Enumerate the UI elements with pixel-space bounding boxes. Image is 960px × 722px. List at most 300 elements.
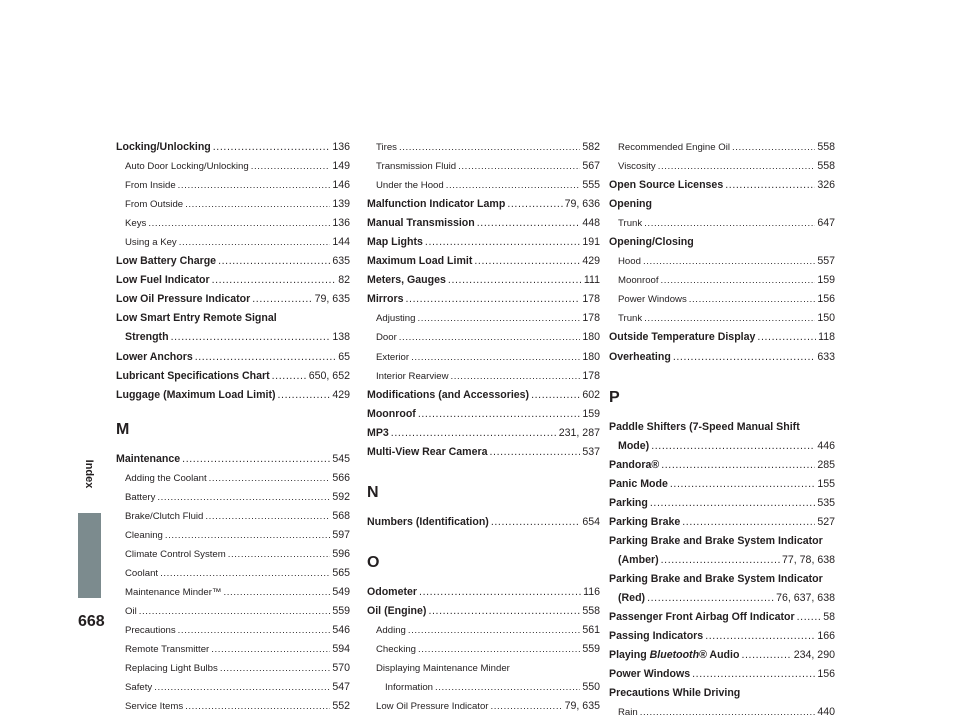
- entry-pages[interactable]: 558: [817, 160, 835, 173]
- leader-dots: [160, 564, 330, 583]
- entry-name: Numbers (Identification): [367, 515, 489, 528]
- index-entry[interactable]: [367, 697, 600, 716]
- index-entry[interactable]: [116, 195, 350, 214]
- entry-name: Keys: [125, 218, 147, 230]
- entry-pages[interactable]: 159: [582, 407, 600, 420]
- entry-name: Low Oil Pressure Indicator: [116, 293, 251, 306]
- index-entry[interactable]: [609, 494, 835, 513]
- index-entry[interactable]: [116, 659, 350, 678]
- leader-dots: [418, 405, 580, 424]
- section-letter-p: P: [609, 388, 620, 406]
- leader-dots: [531, 386, 580, 405]
- index-entry[interactable]: [609, 608, 835, 627]
- entry-name: Pandora®: [609, 458, 660, 471]
- index-column-1: [116, 138, 350, 716]
- entry-pages[interactable]: 82: [338, 274, 350, 287]
- index-entry[interactable]: [609, 513, 835, 532]
- leader-dots: [435, 678, 580, 697]
- entry-name: Brake/Clutch Fluid: [125, 510, 204, 522]
- leader-dots: [640, 703, 816, 722]
- index-entry[interactable]: [116, 564, 350, 583]
- index-entry[interactable]: [609, 214, 835, 233]
- entry-name: Maintenance Minder™: [125, 586, 222, 598]
- entry-name: Battery: [125, 491, 156, 503]
- leader-dots: [218, 252, 330, 271]
- index-entry[interactable]: [367, 290, 600, 309]
- leader-dots: [647, 589, 774, 608]
- index-entry[interactable]: [116, 621, 350, 640]
- col2-o-entries-after: [367, 697, 600, 716]
- entry-pages[interactable]: 76, 637, 638: [776, 591, 835, 604]
- index-entry[interactable]: [116, 386, 350, 405]
- index-entry[interactable]: [116, 602, 350, 621]
- leader-dots: [644, 309, 815, 328]
- index-entry-opening[interactable]: Opening: [609, 198, 652, 211]
- index-entry[interactable]: [609, 138, 835, 157]
- leader-dots: [178, 621, 331, 640]
- entry-name: Manual Transmission: [367, 217, 475, 230]
- entry-pages[interactable]: 136: [332, 141, 350, 153]
- index-entry-red[interactable]: [609, 589, 835, 608]
- leader-dots: [165, 526, 330, 545]
- index-entry[interactable]: [609, 309, 835, 328]
- leader-dots: [391, 424, 557, 443]
- entry-pages[interactable]: 592: [332, 490, 350, 503]
- entry-name: Precautions: [125, 625, 176, 637]
- entry-name: Transmission Fluid: [376, 161, 457, 173]
- entry-name: Open Source Licenses: [609, 179, 724, 192]
- leader-dots: [658, 157, 816, 176]
- entry-name: Door: [376, 332, 397, 344]
- entry-name: Low Fuel Indicator: [116, 274, 210, 287]
- leader-dots: [195, 348, 336, 367]
- index-entry[interactable]: [116, 678, 350, 697]
- entry-pages[interactable]: 180: [582, 350, 600, 363]
- index-entry[interactable]: [609, 252, 835, 271]
- entry-name: Adjusting: [376, 313, 416, 325]
- index-entry[interactable]: [116, 157, 350, 176]
- entry-pages[interactable]: 79, 635: [314, 293, 350, 306]
- col3-p-entries-after: [609, 608, 835, 684]
- leader-dots: [661, 456, 815, 475]
- entry-name: Luggage (Maximum Load Limit): [116, 388, 276, 401]
- bluetooth-italic: Bluetooth: [649, 649, 700, 662]
- entry-name: Hood: [618, 256, 641, 268]
- index-entry-displaying-line1[interactable]: Displaying Maintenance Minder: [376, 663, 510, 675]
- index-entry-amber-line1[interactable]: Parking Brake and Brake System Indicator: [609, 534, 823, 547]
- entry-name: Auto Door Locking/Unlocking: [125, 161, 249, 173]
- index-column-2: [367, 138, 600, 716]
- index-entry[interactable]: [116, 271, 350, 290]
- entry-pages[interactable]: 144: [332, 236, 350, 249]
- entry-pages[interactable]: 149: [332, 160, 350, 173]
- entry-pages[interactable]: 527: [817, 515, 835, 528]
- entry-pages[interactable]: 549: [332, 585, 350, 598]
- entry-pages[interactable]: 231, 287: [558, 426, 600, 439]
- entry-pages[interactable]: 116: [583, 585, 600, 598]
- leader-dots: [154, 678, 330, 697]
- entry-pages[interactable]: 557: [817, 255, 835, 268]
- leader-dots: [673, 348, 815, 367]
- entry-pages[interactable]: 146: [332, 179, 350, 192]
- col2-o-entries: [367, 583, 600, 659]
- entry-pages[interactable]: 547: [332, 681, 350, 694]
- entry-name: Information: [385, 682, 433, 694]
- index-entry[interactable]: [367, 214, 600, 233]
- side-tab-marker: [78, 513, 101, 598]
- entry-pages[interactable]: 545: [332, 452, 350, 465]
- entry-pages[interactable]: 111: [583, 274, 600, 287]
- entry-pages[interactable]: 567: [582, 160, 600, 173]
- index-entry[interactable]: [116, 252, 350, 271]
- index-entry[interactable]: [367, 309, 600, 328]
- entry-name: Recommended Engine Oil: [618, 142, 730, 153]
- leader-dots: [220, 659, 331, 678]
- entry-name: Modifications (and Accessories): [367, 388, 530, 401]
- leader-dots: [209, 469, 331, 488]
- entry-pages[interactable]: 79, 636: [564, 198, 600, 211]
- entry-name: Passing Indicators: [609, 630, 704, 643]
- entry-name: Service Items: [125, 701, 184, 713]
- entry-pages[interactable]: 559: [332, 605, 350, 618]
- col2-entries: [367, 138, 600, 462]
- entry-pages[interactable]: 155: [817, 477, 835, 490]
- index-entry[interactable]: [116, 176, 350, 195]
- index-entry[interactable]: [609, 703, 835, 722]
- leader-dots: [417, 309, 580, 328]
- leader-dots: [251, 157, 331, 176]
- entry-name: Tires: [376, 142, 397, 153]
- index-entry[interactable]: [609, 176, 835, 195]
- col1-m-entries: [116, 450, 350, 717]
- entry-name: Malfunction Indicator Lamp: [367, 198, 506, 211]
- entry-pages[interactable]: 440: [817, 706, 835, 719]
- entry-pages[interactable]: 552: [332, 700, 350, 713]
- entry-name: (Amber): [618, 553, 659, 566]
- leader-dots: [477, 214, 581, 233]
- leader-dots: [428, 602, 580, 621]
- entry-name: Using a Key: [125, 237, 177, 249]
- index-entry[interactable]: [116, 469, 350, 488]
- entry-pages[interactable]: 633: [817, 350, 835, 363]
- leader-dots: [732, 138, 815, 157]
- entry-pages[interactable]: 118: [818, 331, 835, 344]
- index-entry[interactable]: [367, 367, 600, 386]
- entry-pages[interactable]: 326: [817, 179, 835, 192]
- index-entry[interactable]: [116, 233, 350, 252]
- entry-pages[interactable]: 65: [338, 350, 350, 363]
- col3-p-entries: [609, 456, 835, 532]
- col3-opening-closing-entries: [609, 252, 835, 366]
- entry-name: Maintenance: [116, 452, 181, 465]
- entry-name: Mirrors: [367, 293, 404, 306]
- index-entry[interactable]: [609, 157, 835, 176]
- index-entry-precautions[interactable]: Precautions While Driving: [609, 687, 741, 700]
- index-entry-red-line1[interactable]: Parking Brake and Brake System Indicator: [609, 572, 823, 585]
- entry-name: Remote Transmitter: [125, 644, 210, 656]
- entry-pages[interactable]: 537: [582, 445, 600, 458]
- entry-name: Playing Bluetooth® Audio: [609, 649, 740, 662]
- index-entry[interactable]: [116, 507, 350, 526]
- entry-name: Outside Temperature Display: [609, 331, 756, 344]
- col3-precautions-entries: [609, 703, 835, 722]
- index-entry[interactable]: [116, 138, 350, 157]
- index-entry[interactable]: [116, 640, 350, 659]
- entry-pages[interactable]: 191: [582, 236, 600, 249]
- entry-name: Meters, Gauges: [367, 274, 446, 287]
- entry-pages[interactable]: 550: [582, 681, 600, 694]
- index-entry-paddle[interactable]: [609, 437, 835, 456]
- leader-dots: [228, 545, 331, 564]
- index-entry[interactable]: [367, 640, 600, 659]
- index-entry[interactable]: [609, 271, 835, 290]
- entry-pages[interactable]: 446: [817, 439, 835, 452]
- index-entry[interactable]: [367, 602, 600, 621]
- entry-name: Maximum Load Limit: [367, 255, 473, 268]
- entry-name: Coolant: [125, 567, 159, 579]
- index-entry[interactable]: [116, 450, 350, 469]
- leader-dots: [692, 665, 815, 684]
- index-entry[interactable]: [609, 627, 835, 646]
- entry-pages[interactable]: 546: [332, 624, 350, 637]
- index-column-3: [609, 138, 835, 722]
- leader-dots: [448, 271, 582, 290]
- entry-pages[interactable]: 139: [332, 198, 350, 211]
- leader-dots: [446, 176, 581, 195]
- leader-dots: [205, 507, 330, 526]
- entry-pages[interactable]: 602: [582, 388, 600, 401]
- entry-name: Adding the Coolant: [125, 472, 207, 484]
- entry-pages[interactable]: 178: [582, 312, 600, 325]
- entry-name: Rain: [618, 707, 638, 719]
- entry-pages[interactable]: 566: [332, 471, 350, 484]
- index-entry[interactable]: [116, 545, 350, 564]
- entry-pages[interactable]: 555: [582, 179, 600, 192]
- index-entry-paddle-line1[interactable]: Paddle Shifters (7-Speed Manual Shift: [609, 420, 800, 433]
- col3-opening-entries: [609, 214, 835, 233]
- entry-name: Low Battery Charge: [116, 255, 217, 268]
- entry-pages[interactable]: 234, 290: [793, 649, 835, 662]
- entry-pages[interactable]: 561: [582, 623, 600, 636]
- entry-pages[interactable]: 156: [817, 293, 835, 306]
- leader-dots: [252, 290, 312, 309]
- index-entry-smart-entry[interactable]: [116, 328, 350, 347]
- entry-pages[interactable]: 79, 635: [564, 700, 600, 713]
- entry-name: Replacing Light Bulbs: [125, 663, 218, 675]
- leader-dots: [148, 214, 330, 233]
- entry-pages[interactable]: 597: [332, 528, 350, 541]
- leader-dots: [644, 214, 815, 233]
- col1-entries-after: [116, 348, 350, 405]
- leader-dots: [661, 551, 780, 570]
- index-entry[interactable]: [367, 348, 600, 367]
- index-entry[interactable]: [367, 157, 600, 176]
- index-entry[interactable]: [116, 583, 350, 602]
- entry-name: Adding: [376, 624, 406, 636]
- section-letter-m: M: [116, 420, 130, 438]
- entry-pages[interactable]: 178: [582, 369, 600, 382]
- leader-dots: [418, 640, 580, 659]
- entry-pages[interactable]: 58: [823, 611, 835, 624]
- leader-dots: [643, 252, 815, 271]
- index-entry[interactable]: [609, 665, 835, 684]
- index-entry[interactable]: [367, 138, 600, 157]
- entry-name: Mode): [618, 439, 650, 452]
- leader-dots: [490, 443, 581, 462]
- entry-name: Locking/Unlocking: [116, 141, 211, 153]
- leader-dots: [651, 437, 815, 456]
- index-entry[interactable]: [609, 348, 835, 367]
- index-entry[interactable]: [116, 697, 350, 716]
- index-entry[interactable]: [367, 252, 600, 271]
- index-entry[interactable]: [116, 214, 350, 233]
- entry-name: Cleaning: [125, 529, 163, 541]
- index-entry[interactable]: [609, 290, 835, 309]
- section-letter-n: N: [367, 483, 379, 501]
- index-entry[interactable]: [116, 348, 350, 367]
- entry-name: (Red): [618, 591, 646, 604]
- index-entry[interactable]: [367, 271, 600, 290]
- leader-dots: [171, 328, 331, 347]
- leader-dots: [278, 386, 331, 405]
- entry-name: From Inside: [125, 180, 176, 192]
- entry-pages[interactable]: 156: [817, 668, 835, 681]
- index-entry[interactable]: [609, 475, 835, 494]
- entry-name: Viscosity: [618, 161, 656, 173]
- entry-pages[interactable]: 159: [817, 274, 835, 287]
- entry-name: Map Lights: [367, 236, 423, 249]
- leader-dots: [212, 271, 337, 290]
- leader-dots: [157, 488, 330, 507]
- entry-name: Overheating: [609, 350, 671, 363]
- entry-pages[interactable]: 568: [332, 509, 350, 522]
- entry-pages[interactable]: 565: [332, 566, 350, 579]
- entry-name: MP3: [367, 426, 389, 439]
- leader-dots: [213, 138, 331, 157]
- index-entry[interactable]: [609, 456, 835, 475]
- index-entry[interactable]: [367, 386, 600, 405]
- entry-name: Strength: [125, 331, 169, 344]
- index-entry[interactable]: [116, 526, 350, 545]
- entry-name: Multi-View Rear Camera: [367, 445, 488, 458]
- entry-pages[interactable]: 594: [332, 643, 350, 656]
- entry-pages[interactable]: 650, 652: [308, 369, 350, 382]
- leader-dots: [650, 494, 815, 513]
- entry-name: Passenger Front Airbag Off Indicator: [609, 611, 795, 624]
- entry-name: Interior Rearview: [376, 370, 449, 382]
- leader-dots: [224, 583, 331, 602]
- col3-entries: [609, 138, 835, 195]
- index-entry-smart-entry-line1[interactable]: Low Smart Entry Remote Signal: [116, 312, 277, 325]
- index-entry[interactable]: [367, 424, 600, 443]
- index-entry[interactable]: [116, 367, 350, 386]
- index-entry[interactable]: [116, 290, 350, 309]
- entry-pages[interactable]: 558: [817, 141, 835, 153]
- index-entry-opening-closing[interactable]: Opening/Closing: [609, 236, 694, 249]
- page-number: 668: [78, 613, 105, 630]
- entry-pages[interactable]: 635: [332, 255, 350, 268]
- index-entry[interactable]: [609, 646, 835, 665]
- entry-name: From Outside: [125, 199, 184, 211]
- entry-name: Power Windows: [618, 294, 687, 306]
- entry-pages[interactable]: 596: [332, 547, 350, 560]
- entry-name: Oil (Engine): [367, 604, 427, 617]
- side-tab-label: Index: [83, 459, 95, 489]
- index-entry[interactable]: [367, 176, 600, 195]
- entry-name: Trunk: [618, 313, 643, 325]
- entry-pages[interactable]: 570: [332, 662, 350, 675]
- index-entry[interactable]: [367, 443, 600, 462]
- entry-pages[interactable]: 582: [582, 141, 600, 153]
- entry-pages[interactable]: 178: [582, 293, 600, 306]
- index-entry[interactable]: [367, 621, 600, 640]
- entry-pages[interactable]: 166: [817, 630, 835, 643]
- leader-dots: [399, 328, 581, 347]
- entry-pages[interactable]: 136: [332, 217, 350, 230]
- index-entry[interactable]: [609, 328, 835, 347]
- entry-pages[interactable]: 448: [582, 217, 600, 230]
- entry-name: Safety: [125, 682, 153, 694]
- entry-name: Panic Mode: [609, 477, 668, 490]
- leader-dots: [705, 627, 815, 646]
- index-entry-displaying[interactable]: [367, 678, 600, 697]
- index-entry[interactable]: [367, 513, 600, 532]
- index-entry[interactable]: [367, 233, 600, 252]
- entry-name: Lower Anchors: [116, 350, 193, 363]
- index-entry[interactable]: [367, 405, 600, 424]
- entry-pages[interactable]: 429: [582, 255, 600, 268]
- entry-name: Moonroof: [367, 407, 416, 420]
- entry-pages[interactable]: 285: [817, 458, 835, 471]
- leader-dots: [425, 233, 580, 252]
- index-entry[interactable]: [116, 488, 350, 507]
- leader-dots: [458, 157, 580, 176]
- entry-pages[interactable]: 558: [582, 604, 600, 617]
- entry-pages[interactable]: 535: [817, 496, 835, 509]
- leader-dots: [178, 176, 331, 195]
- leader-dots: [272, 367, 307, 386]
- leader-dots: [670, 475, 815, 494]
- entry-name: Parking: [609, 496, 648, 509]
- index-entry-amber[interactable]: [609, 551, 835, 570]
- entry-name: Moonroof: [618, 275, 659, 287]
- entry-name: Trunk: [618, 218, 643, 230]
- leader-dots: [725, 176, 815, 195]
- leader-dots: [741, 646, 791, 665]
- leader-dots: [491, 697, 563, 716]
- entry-pages[interactable]: 647: [817, 217, 835, 230]
- entry-pages[interactable]: 180: [582, 331, 600, 344]
- section-letter-o: O: [367, 553, 380, 571]
- leader-dots: [507, 195, 562, 214]
- leader-dots: [682, 513, 815, 532]
- entry-pages[interactable]: 429: [332, 388, 350, 401]
- entry-pages[interactable]: 138: [332, 331, 350, 344]
- index-entry[interactable]: [367, 195, 600, 214]
- index-entry[interactable]: [367, 328, 600, 347]
- entry-pages[interactable]: 77, 78, 638: [781, 553, 835, 566]
- entry-name: Odometer: [367, 585, 418, 598]
- index-entry[interactable]: [367, 583, 600, 602]
- entry-name: Checking: [376, 643, 416, 655]
- leader-dots: [179, 233, 331, 252]
- entry-pages[interactable]: 559: [582, 642, 600, 655]
- entry-pages[interactable]: 654: [582, 515, 600, 528]
- entry-pages[interactable]: 150: [817, 312, 835, 325]
- leader-dots: [797, 608, 822, 627]
- leader-dots: [406, 290, 581, 309]
- col1-entries: [116, 138, 350, 309]
